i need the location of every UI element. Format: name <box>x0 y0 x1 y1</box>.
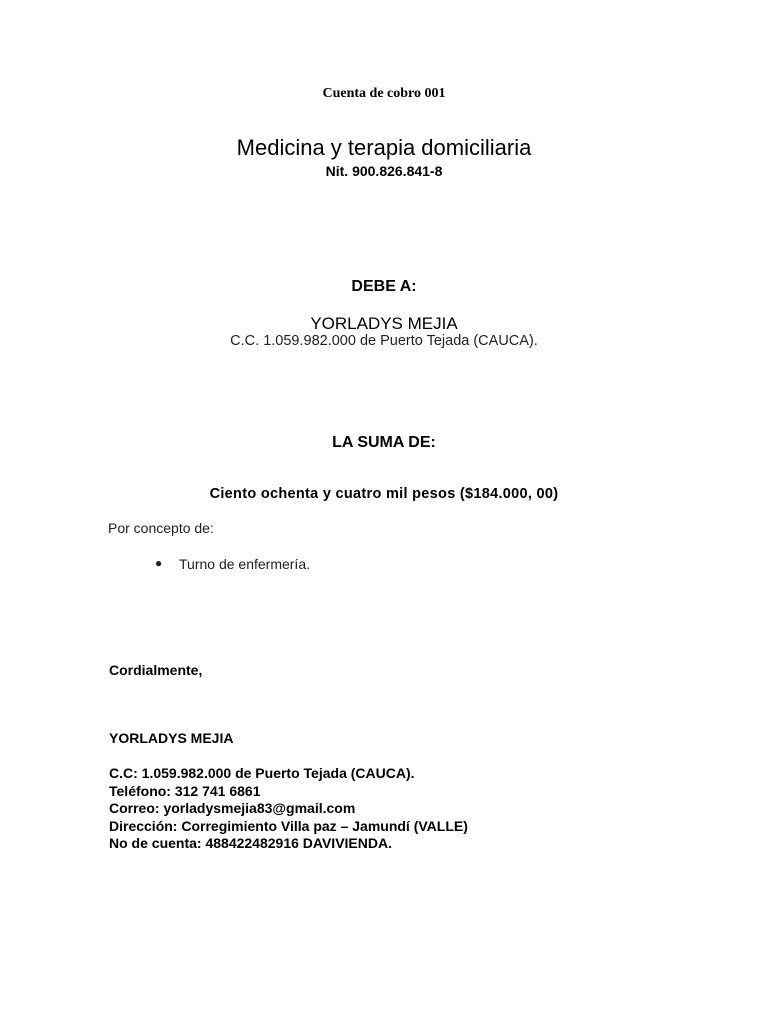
suma-heading: LA SUMA DE: <box>332 434 436 451</box>
signer-name: YORLADYS MEJIA <box>109 730 234 746</box>
company-nit: Nit. 900.826.841-8 <box>325 163 443 179</box>
document-title: Cuenta de cobro 001 <box>322 86 446 101</box>
bullet-icon: ● <box>155 556 163 570</box>
creditor-name: YORLADYS MEJIA <box>310 314 458 333</box>
closing-text: Cordialmente, <box>109 662 203 678</box>
signer-details <box>109 765 468 853</box>
debe-heading: DEBE A: <box>351 278 417 295</box>
concept-list <box>155 556 310 572</box>
signer-phone: Teléfono: 312 741 6861 <box>109 782 261 799</box>
company-name: Medicina y terapia domiciliaria <box>236 135 532 160</box>
list-item <box>155 556 310 572</box>
signer-id: C.C: 1.059.982.000 de Puerto Tejada (CAUCA). <box>109 765 415 781</box>
signer-address: Dirección: Corregimiento Villa paz – Jamundí (VALLE) <box>109 817 468 834</box>
concept-label: Por concepto de: <box>108 520 214 536</box>
amount-text: Ciento ochenta y cuatro mil pesos ($184.000, 00) <box>209 486 559 502</box>
creditor-id: C.C. 1.059.982.000 de Puerto Tejada (CAUCA). <box>230 333 538 349</box>
signer-account: No de cuenta: 488422482916 DAVIVIENDA. <box>109 835 392 851</box>
concept-item-text: Turno de enfermería. <box>179 556 310 572</box>
signer-email: Correo: yorladysmejia83@gmail.com <box>109 800 356 816</box>
